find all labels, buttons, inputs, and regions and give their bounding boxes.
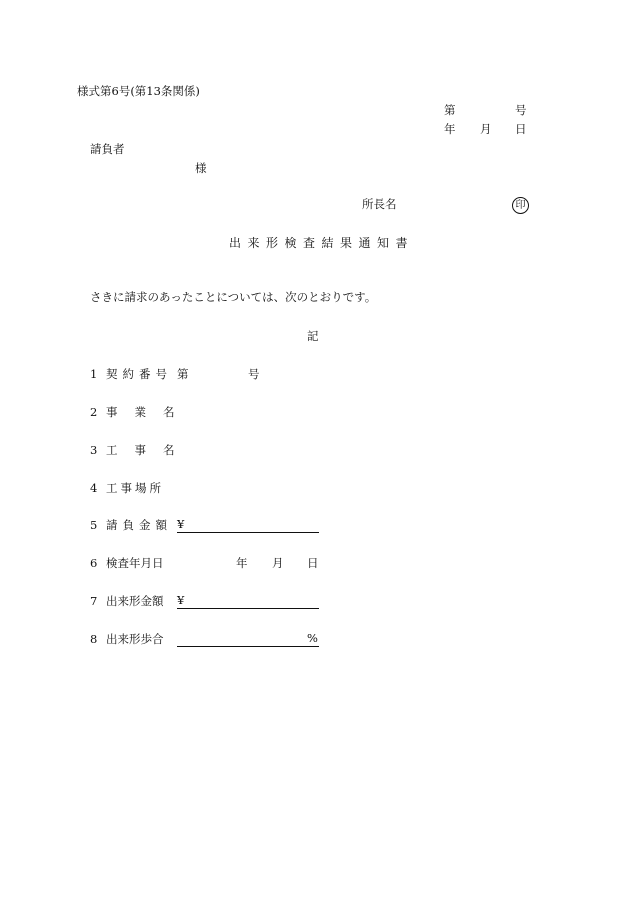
intro-text: さきに請求のあったことについては、次のとおりです。 (90, 290, 377, 304)
item-label-project-name: 事業名 (106, 405, 192, 419)
inspection-date-day: 日 (307, 556, 319, 570)
inspection-date-month: 月 (272, 556, 284, 570)
item-label-inspection-date: 検査年月日 (106, 556, 164, 570)
item-label-work-location: 工事場所 (106, 481, 164, 495)
recipient-honorific: 様 (195, 161, 207, 175)
item-number: 7 (90, 594, 98, 608)
item-label-contract-amount: 請負金額 (106, 518, 172, 532)
completion-rate-unit: % (307, 631, 318, 645)
item-number: 5 (90, 518, 98, 532)
item-label-work-name: 工事名 (106, 443, 192, 457)
completed-amount-underline (177, 608, 319, 609)
completed-amount-currency: ¥ (177, 593, 185, 607)
contract-number-prefix: 第 (177, 367, 189, 381)
item-number: 8 (90, 632, 98, 646)
item-label-completion-rate: 出来形歩合 (106, 632, 164, 646)
item-number: 2 (90, 405, 98, 419)
item-number: 6 (90, 556, 98, 570)
document-title: 出来形検査結果通知書 (229, 236, 415, 250)
form-number: 様式第6号(第13条関係) (77, 84, 200, 98)
item-number: 3 (90, 443, 98, 457)
contract-amount-currency: ¥ (177, 517, 185, 531)
ki-label: 記 (307, 329, 319, 343)
completion-rate-underline (177, 646, 319, 647)
contract-number-suffix: 号 (248, 367, 260, 381)
contract-amount-underline (177, 532, 319, 533)
recipient-label: 請負者 (90, 142, 125, 156)
date-day: 日 (515, 122, 527, 136)
date-month: 月 (480, 122, 492, 136)
item-number: 1 (90, 367, 98, 381)
item-label-contract-number: 契約番号 (106, 367, 172, 381)
date-year: 年 (444, 122, 456, 136)
seal-stamp-mark: 印 (512, 197, 529, 214)
director-label: 所長名 (362, 197, 397, 211)
item-number: 4 (90, 481, 98, 495)
doc-number-suffix: 号 (515, 103, 527, 117)
inspection-date-year: 年 (236, 556, 248, 570)
doc-number-prefix: 第 (444, 103, 456, 117)
item-label-completed-amount: 出来形金額 (106, 594, 164, 608)
